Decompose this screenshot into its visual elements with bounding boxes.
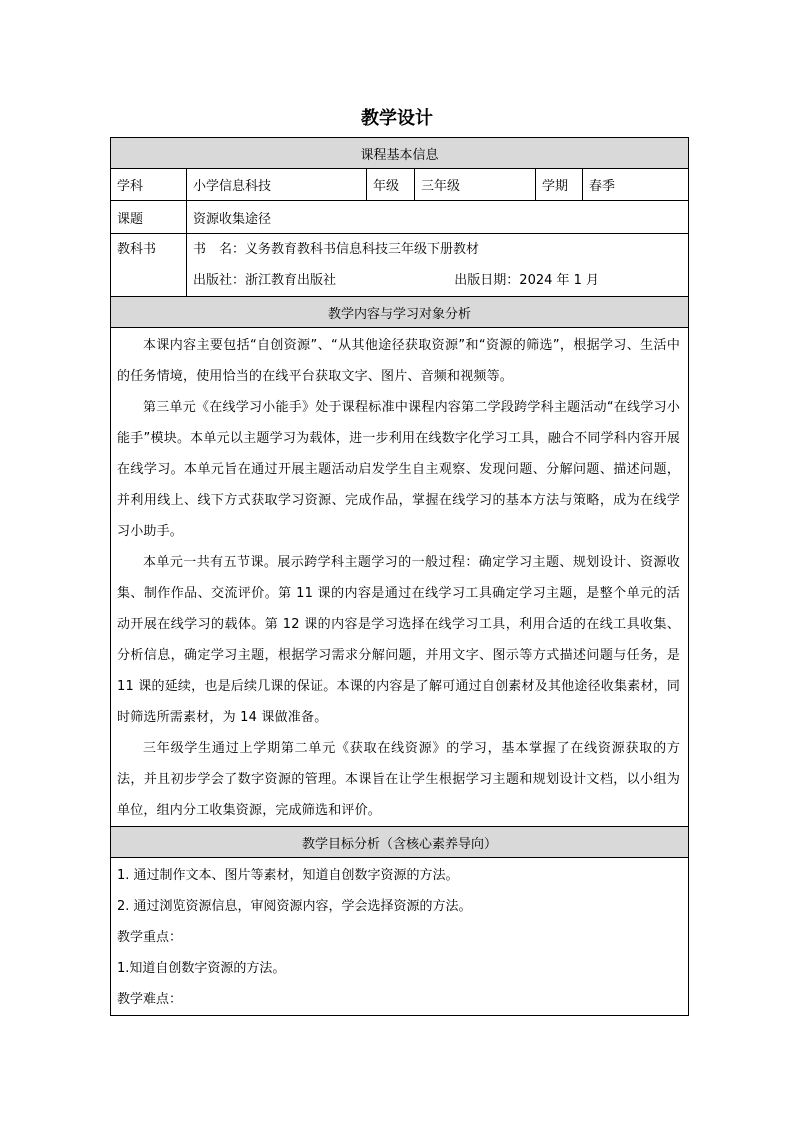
grade-value: 三年级	[415, 169, 536, 201]
subject-value: 小学信息科技	[187, 169, 367, 201]
difficult-points-label: 教学难点：	[117, 992, 183, 1007]
goals-row	[111, 858, 689, 1016]
goals-header: 教学目标分析（含核心素养导向）	[111, 827, 689, 858]
key-point-item: 1.知道自创数字资源的方法。	[117, 961, 286, 976]
subject-row	[111, 169, 689, 201]
basic-info-header: 课程基本信息	[111, 138, 689, 169]
analysis-paragraph: 三年级学生通过上学期第二单元《获取在线资源》的学习，基本掌握了在线资源获取的方法，并且初步学会了数字资源的管理。本课旨在让学生根据学习主题和规划设计文档，以小组为单位，组内分工收集资源，完成筛选和评价。	[117, 741, 681, 818]
publisher: 出版社：浙江教育出版社	[193, 273, 337, 288]
topic-label: 课题	[111, 201, 187, 234]
term-label: 学期	[536, 169, 583, 201]
textbook-row	[111, 234, 689, 297]
goal-item: 2. 通过浏览资源信息，审阅资源内容，学会选择资源的方法。	[117, 899, 472, 914]
analysis-paragraph: 本课内容主要包括“自创资源”、“从其他途径获取资源”和“资源的筛选”，根据学习、生活中的任务情境，使用恰当的在线平台获取文字、图片、音频和视频等。	[117, 338, 681, 384]
analysis-row	[111, 328, 689, 827]
goal-item: 1. 通过制作文本、图片等素材，知道自创数字资源的方法。	[117, 868, 459, 883]
topic-row	[111, 201, 689, 234]
document-title: 教学设计	[361, 108, 433, 129]
textbook-label: 教科书	[117, 242, 157, 257]
textbook-publish-info	[193, 265, 682, 296]
publish-date: 出版日期：2024 年 1 月	[454, 273, 600, 288]
subject-label: 学科	[111, 169, 187, 201]
analysis-paragraph: 第三单元《在线学习小能手》处于课程标准中课程内容第二学段跨学科主题活动“在线学习小能手”模块。本单元以主题学习为载体，进一步利用在线数字化学习工具，融合不同学科内容开展在线学习。本单元旨在通过开展主题活动启发学生自主观察、发现问题、分解问题、描述问题，并利用线上、线下方式获取学习资源、完成作品，掌握在线学习的基本方法与策略，成为在线学习小助手。	[117, 400, 681, 539]
term-value: 春季	[583, 169, 689, 201]
lesson-plan-table	[110, 137, 689, 1016]
topic-value: 资源收集途径	[187, 201, 689, 234]
textbook-name: 书 名：义务教育教科书信息科技三年级下册教材	[193, 242, 480, 257]
grade-label: 年级	[367, 169, 415, 201]
analysis-paragraph: 本单元一共有五节课。展示跨学科主题学习的一般过程：确定学习主题、规划设计、资源收集、制作作品、交流评价。第 11 课的内容是通过在线学习工具确定学习主题，是整个单元的活动开展在线学习的载体。第 12 课的内容是学习选择在线学习工具，利用合适的在线工具收集、分析信息，确定学习主题，根据学习需求分解问题，并用文字、图示等方式描述问题与任务，是 11 课的延续，也是后续几课的保证。本课的内容是了解可通过自创素材及其他途径收集素材，同时筛选所需素材，为 14 课做准备。	[117, 555, 681, 725]
key-points-label: 教学重点：	[117, 930, 183, 945]
analysis-header: 教学内容与学习对象分析	[111, 297, 689, 328]
